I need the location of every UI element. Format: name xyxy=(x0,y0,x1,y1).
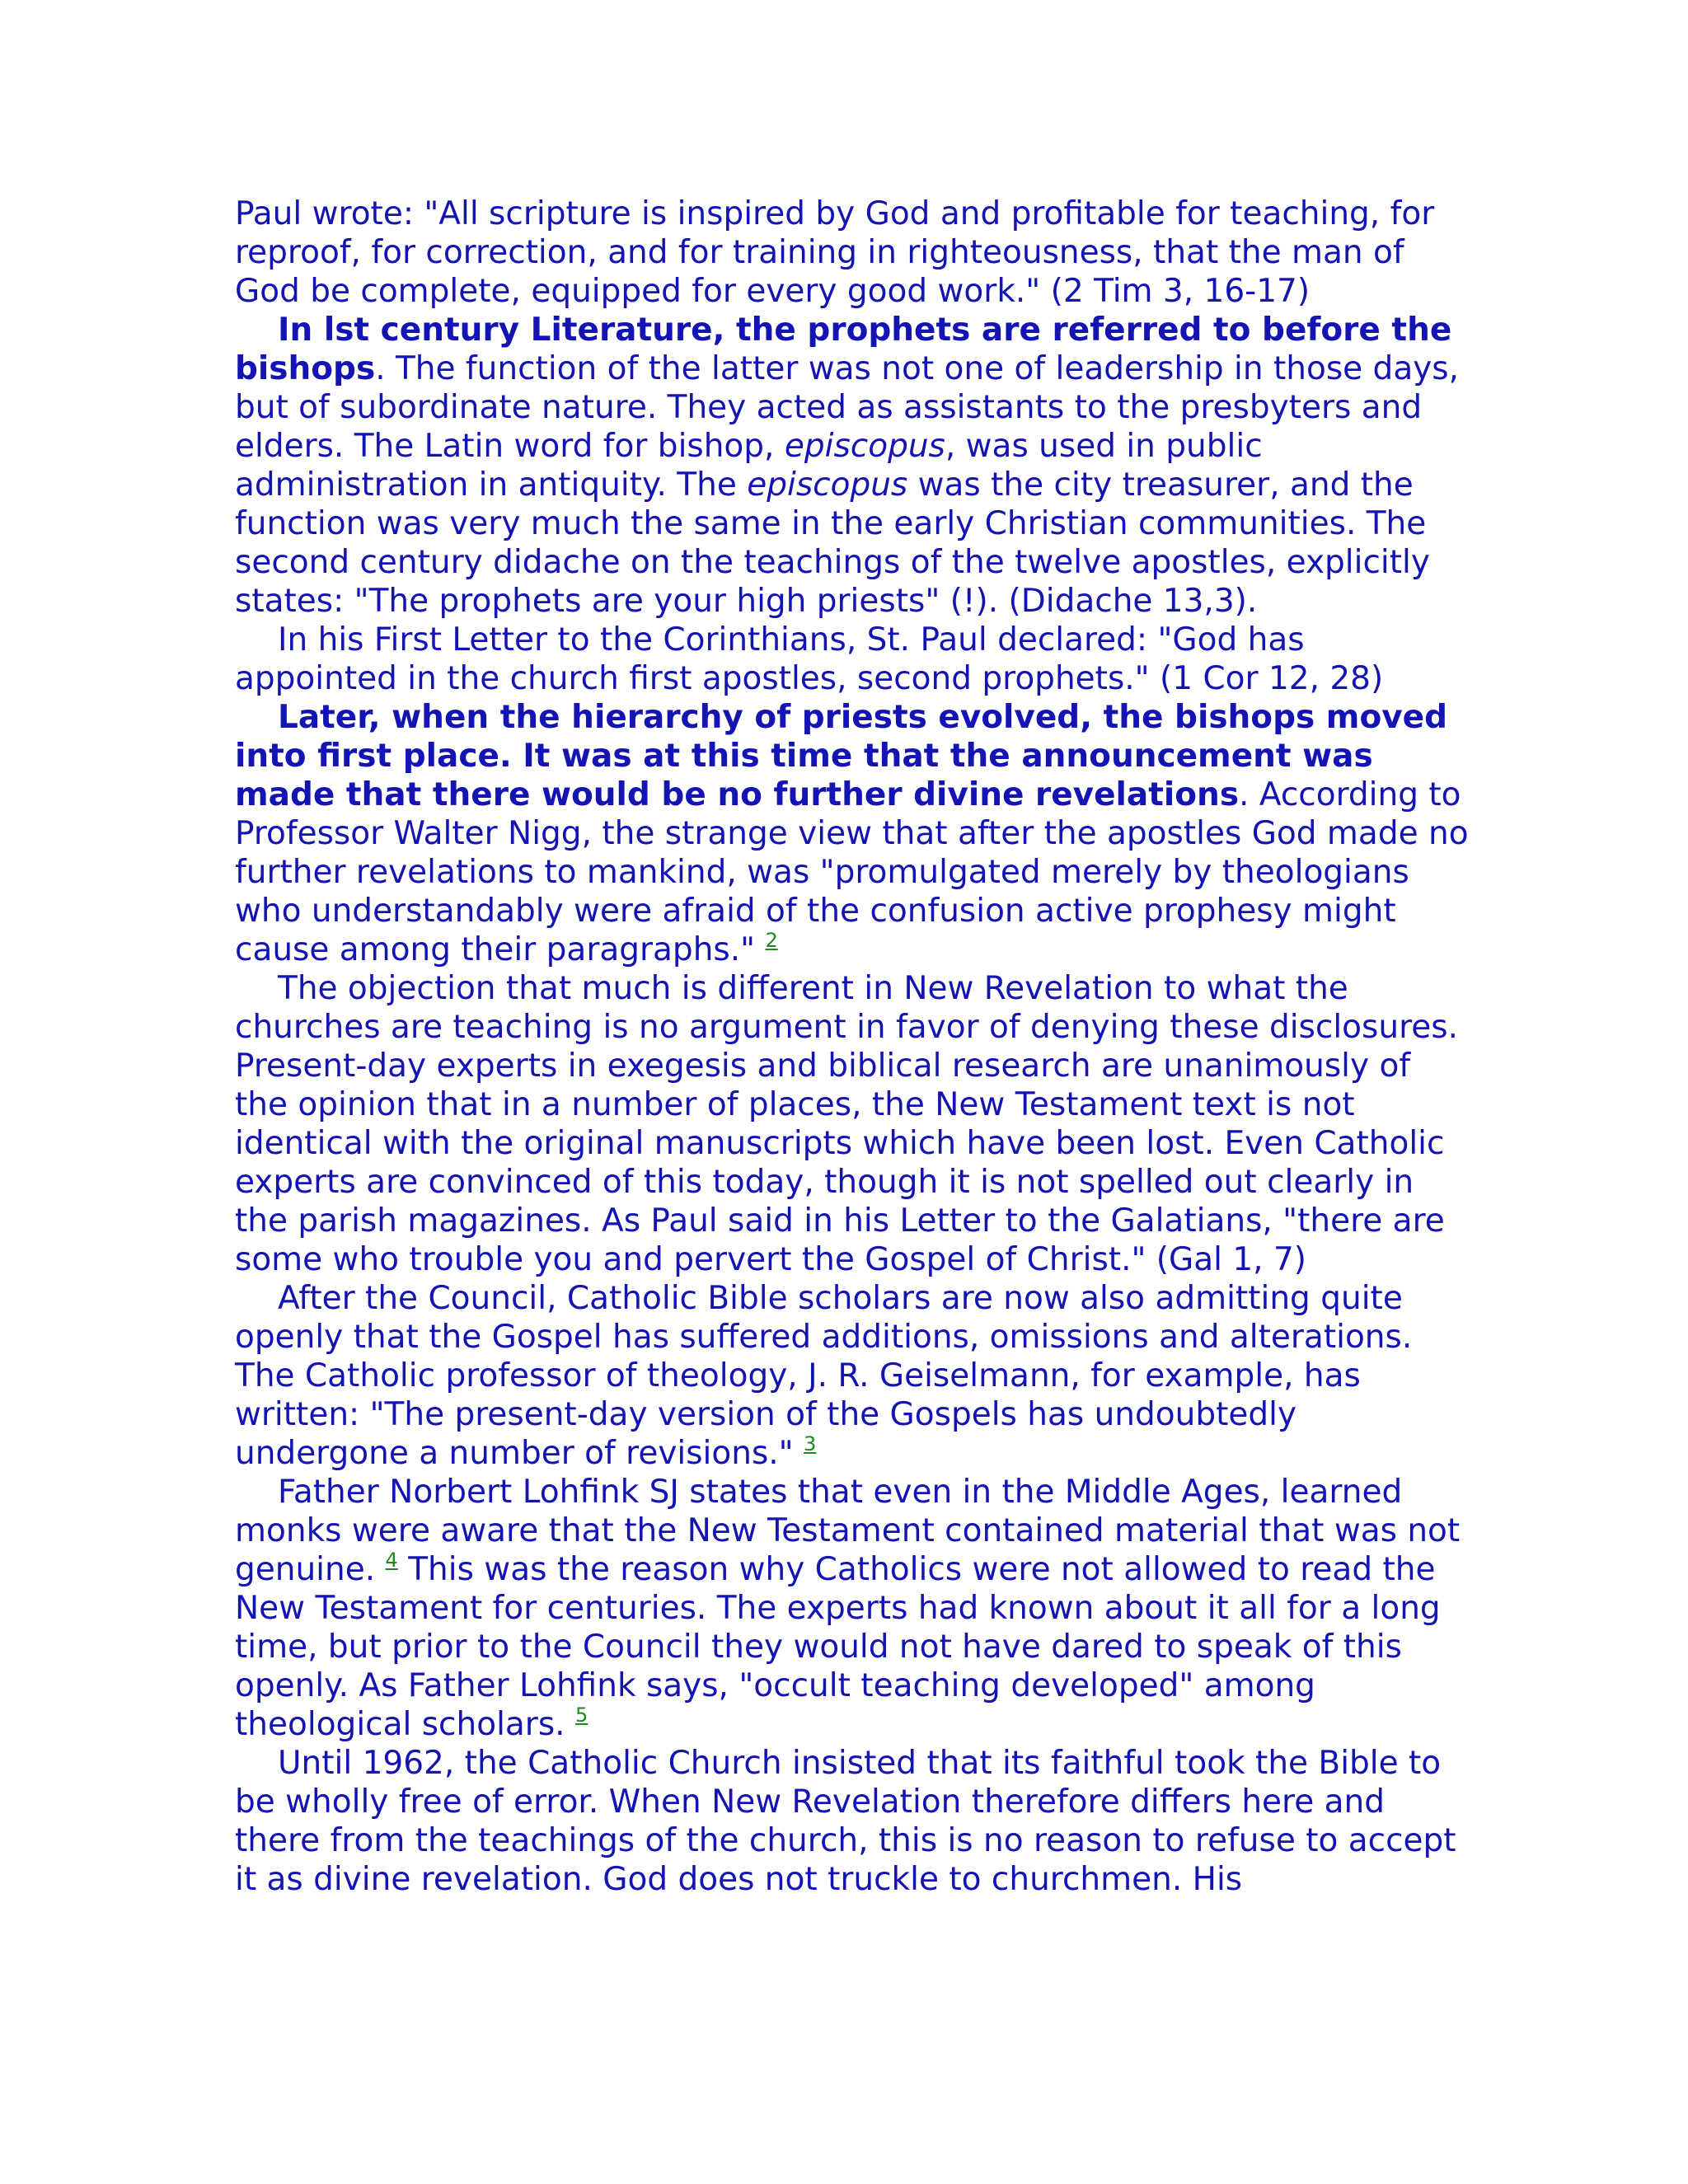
text-run: was the city treasurer, and the function was very much the same in the early Christian communities. The second century didache on the teachings of the twelve apostles, explicitly states: "The prophets are your high priests" (!). (Didache 13,3). xyxy=(235,466,1430,620)
italic-term: episcopus xyxy=(784,428,945,465)
paragraph-paul-quote: Paul wrote: "All scripture is inspired by God and profitable for teaching, for reproof, for correction, and for training in righteousness, that the man of God be complete, equipped for every good work." (2 Tim 3, 16-17) xyxy=(235,195,1435,310)
paragraph-hierarchy xyxy=(235,698,1471,969)
italic-term: episcopus xyxy=(747,466,908,504)
text-run: After the Council, Catholic Bible scholars are now also admitting quite openly that the Gospel has suffered additions, omissions and alterations. The Catholic professor of theology, J. R. Geiselmann, for example, has written: "The present-day version of the Gospels has undoubtedly undergone a number of revisions." xyxy=(235,1280,1413,1472)
footnote-link-2[interactable]: 2 xyxy=(765,929,778,952)
paragraph-until-1962: Until 1962, the Catholic Church insisted that its faithful took the Bible to be wholly free of error. When New Revelation therefore differs here and there from the teachings of the church, this is no reason to refuse to accept it as divine revelation. God does not truckle to churchmen. His xyxy=(235,1745,1456,1898)
paragraph-council xyxy=(235,1279,1471,1473)
text-run: . According to Professor Walter Nigg, the strange view that after the apostles God made no further revelations to mankind, was "promulgated merely by theologians who understandably were afraid of the confusion active prophesy might cause among their paragraphs." xyxy=(235,776,1469,968)
paragraph-corinthians: In his First Letter to the Corinthians, St. Paul declared: "God has appointed in the church first apostles, second prophets." (1 Cor 12, 28) xyxy=(235,621,1384,697)
document-body xyxy=(235,194,1471,1899)
bold-statement: In lst century Literature, the prophets are referred to before the bishops xyxy=(235,312,1452,387)
paragraph-lohfink xyxy=(235,1473,1471,1744)
bold-statement: Later, when the hierarchy of priests evolved, the bishops moved into first place. It was at this time that the announcement was made that there would be no further divine revelations xyxy=(235,699,1448,813)
text-run: , was used in public administration in antiquity. The xyxy=(235,428,1263,504)
paragraph-objection: The objection that much is different in New Revelation to what the churches are teaching is no argument in favor of denying these disclosures. Present-day experts in exegesis and biblical research are unanimously of the opinion that in a number of places, the New Testament text is not identical with the original manuscripts which have been lost. Even Catholic experts are convinced of this today, though it is not spelled out clearly in the parish magazines. As Paul said in his Letter to the Galatians, "there are some who trouble you and pervert the Gospel of Christ." (Gal 1, 7) xyxy=(235,970,1458,1278)
paragraph-prophets-bishops xyxy=(235,311,1471,621)
text-run: Father Norbert Lohfink SJ states that even in the Middle Ages, learned monks were aware that the New Testament contained material that was not genuine. xyxy=(235,1474,1461,1588)
text-run: . The function of the latter was not one of leadership in those days, but of subordinate nature. They acted as assistants to the presbyters and elders. The Latin word for bishop, xyxy=(235,350,1460,465)
footnote-link-4[interactable]: 4 xyxy=(385,1549,398,1572)
text-run: This was the reason why Catholics were not allowed to read the New Testament for centuries. The experts had known about it all for a long time, but prior to the Council they would not have dared to speak of this openly. As Father Lohfink says, "occult teaching developed" among theological scholars. xyxy=(235,1551,1441,1743)
footnote-link-5[interactable]: 5 xyxy=(574,1704,588,1727)
footnote-link-3[interactable]: 3 xyxy=(804,1432,817,1455)
